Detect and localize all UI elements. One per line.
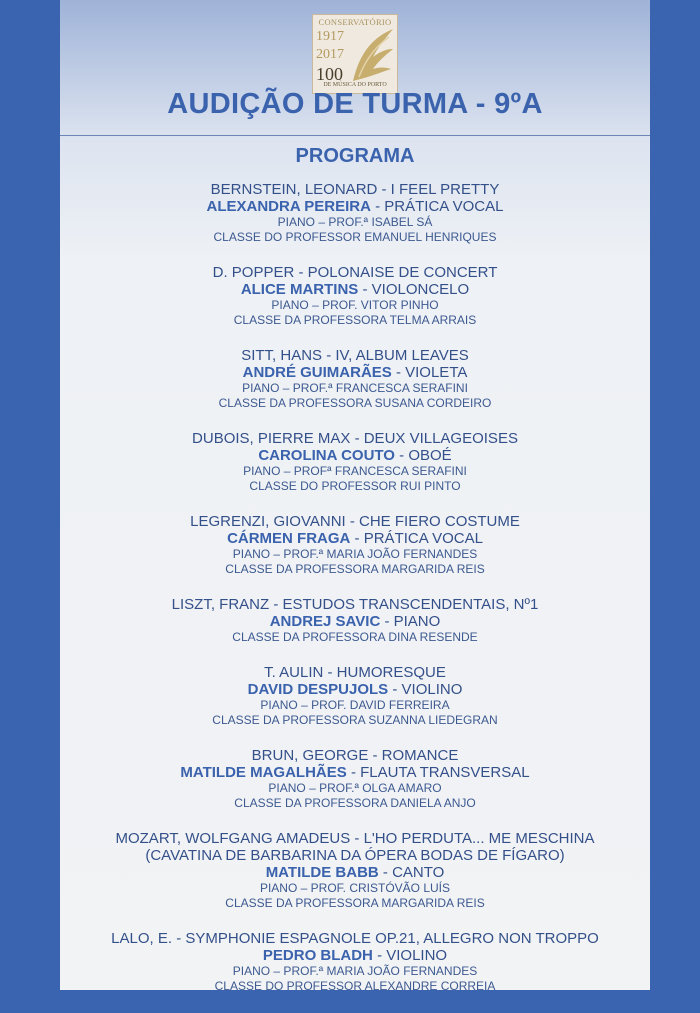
program-entry: [60, 347, 650, 411]
teacher-class: CLASSE DA PROFESSORA DINA RESENDE: [232, 630, 478, 644]
accompanist: PIANO – PROF. DAVID FERREIRA: [260, 698, 450, 712]
program-entry: [60, 830, 650, 911]
piece-title: SITT, HANS - IV, ALBUM LEAVES: [241, 347, 469, 364]
program-entry: [60, 513, 650, 577]
wing-icon: [349, 27, 395, 83]
logo-year-end: 2017: [316, 47, 344, 62]
accompanist: PIANO – PROF.ª MARIA JOÃO FERNANDES: [232, 964, 478, 978]
teacher-class: CLASSE DA PROFESSORA SUSANA CORDEIRO: [218, 396, 492, 410]
performer-line: [60, 447, 650, 464]
program-entry: [60, 747, 650, 811]
teacher-class: CLASSE DO PROFESSOR ALEXANDRE CORREIA: [214, 979, 496, 993]
instrument: - PRÁTICA VOCAL: [370, 198, 504, 215]
performer-name: ANDRÉ GUIMARÃES: [242, 364, 392, 381]
performer-name: ALICE MARTINS: [240, 281, 359, 298]
instrument: - VIOLINO: [388, 681, 463, 698]
performer-name: MATILDE BABB: [265, 864, 379, 881]
piece-title: LEGRENZI, GIOVANNI - CHE FIERO COSTUME: [190, 513, 520, 530]
logo-hundred: 100: [316, 64, 343, 84]
performer-line: [60, 281, 650, 298]
piece-subtitle: (CAVATINA DE BARBARINA DA ÓPERA BODAS DE FÍGARO): [145, 847, 565, 864]
performer-line: [60, 681, 650, 698]
logo-bottom-text: DE MÚSICA DO PORTO: [323, 82, 387, 88]
piece-title: BERNSTEIN, LEONARD - I FEEL PRETTY: [210, 181, 500, 198]
program-list: [60, 181, 650, 1013]
program-entry: [60, 664, 650, 728]
performer-name: PEDRO BLADH: [262, 947, 373, 964]
piece-title: T. AULIN - HUMORESQUE: [264, 664, 446, 681]
instrument: - CANTO: [378, 864, 445, 881]
program-entry: [60, 596, 650, 645]
instrument: - OBOÉ: [394, 447, 452, 464]
instrument: - FLAUTA TRANSVERSAL: [346, 764, 530, 781]
performer-line: [60, 947, 650, 964]
piece-title: BRUN, GEORGE - ROMANCE: [251, 747, 459, 764]
performer-line: [60, 530, 650, 547]
logo-top-text: CONSERVATÓRIO: [318, 17, 392, 27]
performer-name: ANDREJ SAVIC: [269, 613, 381, 630]
accompanist: PIANO – PROF.ª OLGA AMARO: [268, 781, 442, 795]
performer-name: CAROLINA COUTO: [258, 447, 395, 464]
conservatorio-logo: [312, 14, 398, 94]
performer-line: [60, 864, 650, 881]
teacher-class: CLASSE DA PROFESSORA TELMA ARRAIS: [233, 313, 477, 327]
performer-line: [60, 198, 650, 215]
page-title: AUDIÇÃO DE TURMA - 9ºA: [167, 88, 543, 120]
instrument: - VIOLETA: [391, 364, 468, 381]
accompanist: PIANO – PROF.ª FRANCESCA SERAFINI: [242, 381, 468, 395]
accompanist: PIANO – PROF.ª ISABEL SÁ: [277, 215, 433, 229]
instrument: - VIOLINO: [372, 947, 448, 964]
piece-title: LALO, E. - SYMPHONIE ESPAGNOLE OP.21, ALLEGRO NON TROPPO: [111, 930, 599, 947]
piece-title: D. POPPER - POLONAISE DE CONCERT: [212, 264, 498, 281]
program-entry: [60, 181, 650, 245]
title-divider: [60, 135, 650, 136]
performer-name: ALEXANDRA PEREIRA: [206, 198, 371, 215]
accompanist: PIANO – PROF. CRISTÓVÃO LUÍS: [259, 881, 451, 895]
program-heading: PROGRAMA: [295, 145, 415, 167]
accompanist: PIANO – PROF.ª MARIA JOÃO FERNANDES: [232, 547, 478, 561]
performer-name: DAVID DESPUJOLS: [247, 681, 389, 698]
instrument: - PRÁTICA VOCAL: [350, 530, 483, 547]
teacher-class: CLASSE DA PROFESSORA MARGARIDA REIS: [225, 896, 485, 910]
teacher-class: CLASSE DO PROFESSOR EMANUEL HENRIQUES: [213, 230, 497, 244]
accompanist: PIANO – PROFª FRANCESCA SERAFINI: [243, 464, 467, 478]
program-entry: [60, 264, 650, 328]
teacher-class: CLASSE DA PROFESSORA SUZANNA LIEDEGRAN: [212, 713, 498, 727]
performer-name: MATILDE MAGALHÃES: [180, 764, 347, 781]
teacher-class: CLASSE DO PROFESSOR RUI PINTO: [249, 479, 461, 493]
program-entry: [60, 430, 650, 494]
piece-title: LISZT, FRANZ - ESTUDOS TRANSCENDENTAIS, Nº1: [171, 596, 539, 613]
performer-line: [60, 613, 650, 630]
performer-line: [60, 364, 650, 381]
instrument: - VIOLONCELO: [358, 281, 470, 298]
program-entry: [60, 930, 650, 994]
performer-name: CÁRMEN FRAGA: [227, 530, 351, 547]
piece-title: MOZART, WOLFGANG AMADEUS - L'HO PERDUTA... ME MESCHINA: [115, 830, 595, 847]
teacher-class: CLASSE DA PROFESSORA MARGARIDA REIS: [225, 562, 485, 576]
instrument: - PIANO: [380, 613, 441, 630]
logo-year-start: 1917: [316, 29, 344, 44]
teacher-class: CLASSE DA PROFESSORA DANIELA ANJO: [234, 796, 476, 810]
performer-line: [60, 764, 650, 781]
accompanist: PIANO – PROF. VITOR PINHO: [271, 298, 439, 312]
piece-title: DUBOIS, PIERRE MAX - DEUX VILLAGEOISES: [192, 430, 518, 447]
